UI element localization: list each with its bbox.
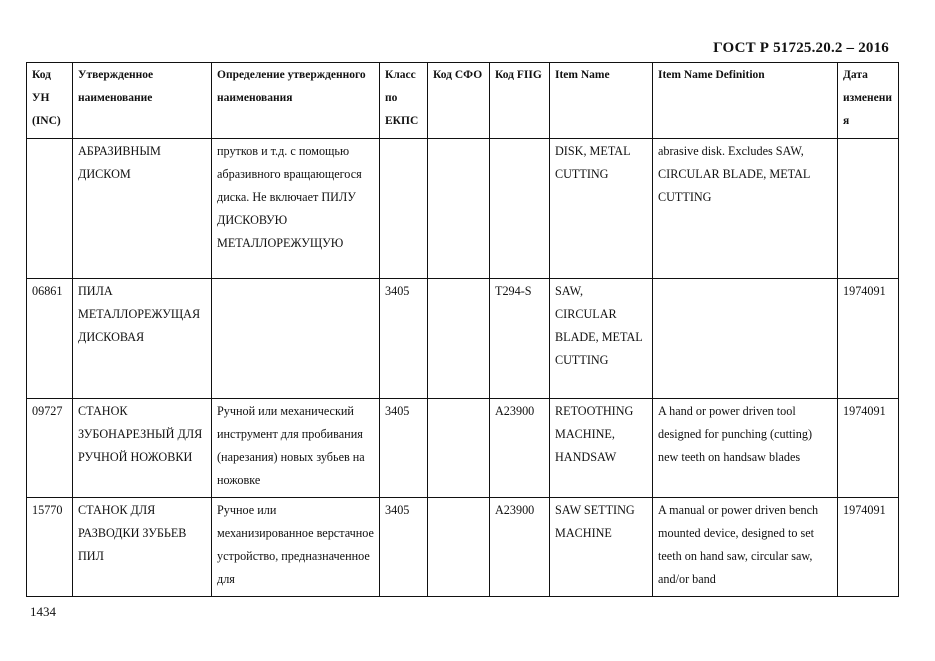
col-header-name: Утвержденное наименование (73, 63, 212, 139)
cell-code: 06861 (27, 279, 73, 399)
cell-ekps (380, 139, 428, 279)
cell-ekps: 3405 (380, 279, 428, 399)
cell-item-name: SAW, CIRCULAR BLADE, METAL CUTTING (550, 279, 653, 399)
cell-sfo (428, 139, 490, 279)
cell-date: 1974091 (838, 279, 899, 399)
col-header-definition: Определение утвержденного наименования (212, 63, 380, 139)
cell-fiig: T294-S (490, 279, 550, 399)
cell-item-definition (653, 279, 838, 399)
cell-ekps: 3405 (380, 498, 428, 597)
cell-definition: Ручной или механический инструмент для пробивания (нарезания) новых зубьев на ножовке (212, 399, 380, 498)
cell-code: 15770 (27, 498, 73, 597)
col-header-item-definition: Item Name Definition (653, 63, 838, 139)
cell-fiig (490, 139, 550, 279)
cell-item-name: DISK, METAL CUTTING (550, 139, 653, 279)
cell-fiig: A23900 (490, 498, 550, 597)
cell-sfo (428, 498, 490, 597)
cell-name: ПИЛА МЕТАЛЛОРЕЖУЩАЯ ДИСКОВАЯ (73, 279, 212, 399)
cell-name: СТАНОК ДЛЯ РАЗВОДКИ ЗУБЬЕВ ПИЛ (73, 498, 212, 597)
cell-item-name: RETOOTHING MACHINE, HANDSAW (550, 399, 653, 498)
col-header-sfo: Код СФО (428, 63, 490, 139)
table-row (27, 279, 899, 399)
cell-definition: прутков и т.д. с помощью абразивного вращающегося диска. Не включает ПИЛУ ДИСКОВУЮ МЕТАЛЛОРЕЖУЩУЮ (212, 139, 380, 279)
cell-sfo (428, 399, 490, 498)
page-number: 1434 (30, 604, 56, 619)
col-header-date: Дата изменения (838, 63, 899, 139)
table-row (27, 139, 899, 279)
cell-date: 1974091 (838, 399, 899, 498)
cell-definition: Ручное или механизированное верстачное устройство, предназначенное для (212, 498, 380, 597)
col-header-code: Код УН (INC) (27, 63, 73, 139)
document-header: ГОСТ Р 51725.20.2 – 2016 (713, 40, 889, 56)
col-header-fiig: Код FIIG (490, 63, 550, 139)
cell-date: 1974091 (838, 498, 899, 597)
col-header-item-name: Item Name (550, 63, 653, 139)
cell-item-definition: A hand or power driven tool designed for punching (cutting) new teeth on handsaw blades (653, 399, 838, 498)
cell-item-definition: abrasive disk. Excludes SAW, CIRCULAR BLADE, METAL CUTTING (653, 139, 838, 279)
cell-item-definition: A manual or power driven bench mounted device, designed to set teeth on hand saw, circular saw, and/or band (653, 498, 838, 597)
cell-date (838, 139, 899, 279)
cell-name: АБРАЗИВНЫМ ДИСКОМ (73, 139, 212, 279)
cell-sfo (428, 279, 490, 399)
cell-ekps: 3405 (380, 399, 428, 498)
cell-item-name: SAW SETTING MACHINE (550, 498, 653, 597)
classification-table (26, 62, 899, 597)
cell-code (27, 139, 73, 279)
table-row (27, 498, 899, 597)
table-row (27, 399, 899, 498)
cell-name: СТАНОК ЗУБОНАРЕЗНЫЙ ДЛЯ РУЧНОЙ НОЖОВКИ (73, 399, 212, 498)
cell-definition (212, 279, 380, 399)
col-header-ekps: Класс по ЕКПС (380, 63, 428, 139)
cell-code: 09727 (27, 399, 73, 498)
cell-fiig: A23900 (490, 399, 550, 498)
table-header-row (27, 63, 899, 139)
